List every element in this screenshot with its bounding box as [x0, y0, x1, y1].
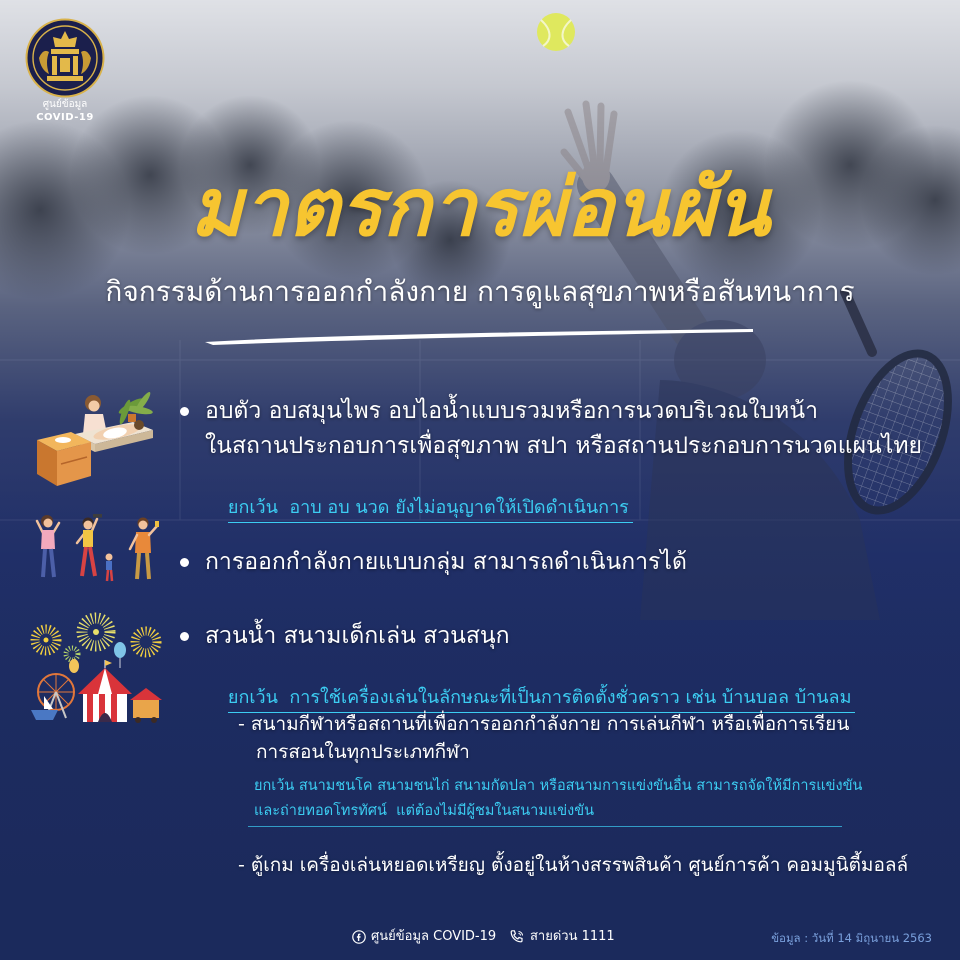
item-line: การออกกำลังกายแบบกลุ่ม สามารถดำเนินการได้ [205, 549, 687, 575]
item-line: ในสถานประกอบการเพื่อสุขภาพ สปา หรือสถานประกอบการนวดแผนไทย [205, 433, 922, 459]
covid-center-logo [22, 18, 108, 130]
amusement-park-illustration [28, 612, 163, 727]
brush-underline [205, 326, 755, 348]
exerciser-man [130, 518, 159, 580]
balloon [114, 642, 126, 658]
item-line: อบตัว อบสมุนไพร อบไอน้ำแบบรวมหรือการนวดบริเวณใบหน้า [205, 398, 818, 424]
item-exercise-text [205, 545, 945, 580]
bullet [180, 632, 189, 641]
sub-item-arcade-line: - ตู้เกม เครื่องเล่นหยอดเหรียญ ตั้งอยู่ในห้างสรรพสินค้า ศูนย์การค้า คอมมูนิตี้มอลล์ [238, 854, 909, 876]
sub-item-sports-exception: ยกเว้น สนามชนโค สนามชนไก่ สนามกัดปลา หรือสนามการแข่งขันอื่น สามารถจัดให้มีการแข่งขัน [254, 778, 863, 794]
government-seal-icon [25, 18, 105, 98]
facebook-icon [352, 930, 366, 944]
hotline-label: สายด่วน 1111 [530, 929, 615, 944]
seal-band [51, 49, 79, 54]
seal-pillar [73, 56, 78, 75]
brush-stroke [205, 329, 753, 345]
wooden-cabinet [37, 432, 91, 486]
sub-item-sports-line: - สนามกีฬาหรือสถานที่เพื่อการออกกำลังกาย การเล่นกีฬา หรือเพื่อการเรียน [238, 713, 850, 735]
cup-icon [155, 521, 159, 527]
logo-org-label: ศูนย์ข้อมูล [42, 99, 88, 110]
exception-divider [248, 826, 842, 827]
circus-tent [78, 660, 132, 722]
seal-pillar [52, 56, 57, 75]
dumbbell-icon [93, 514, 102, 518]
food-cart [130, 688, 162, 723]
facebook-label: ศูนย์ข้อมูล COVID-19 [371, 929, 497, 944]
item-amusement-text [205, 619, 945, 654]
item-line: สวนน้ำ สนามเด็กเล่น สวนสนุก [205, 623, 510, 649]
fireworks [35, 618, 157, 660]
page-subtitle: กิจกรรมด้านการออกกำลังกาย การดูแลสุขภาพหรือสันทนาการ [105, 275, 855, 308]
sub-item-sports-exception: และถ่ายทอดโทรทัศน์ แต่ต้องไม่มีผู้ชมในสนามแข่งขัน [254, 803, 595, 819]
page-title: มาตรการผ่อนผัน [189, 161, 771, 254]
exception-text: ยกเว้น อาบ อบ นวด ยังไม่อนุญาตให้เปิดดำเนินการ [228, 495, 633, 523]
item-spa-exception [205, 469, 945, 549]
exception-text: ยกเว้น การใช้เครื่องเล่นในลักษณะที่เป็นการติดตั้งชั่วคราว เช่น บ้านบอล บ้านลม [228, 685, 856, 713]
sub-item-sports-line: การสอนในทุกประเภทกีฬา [256, 741, 470, 763]
bowl [55, 437, 71, 443]
firework [135, 631, 157, 653]
spa-massage-illustration [35, 388, 155, 488]
seal-center [60, 58, 70, 72]
source-date: ข้อมูล : วันที่ 14 มิถุนายน 2563 [771, 931, 932, 945]
balloon [69, 659, 79, 673]
item-spa-text [205, 394, 945, 464]
face [89, 401, 100, 412]
firework [66, 648, 78, 660]
tennis-ball [537, 13, 575, 51]
phone-icon [509, 929, 525, 945]
exerciser-woman-yellow [77, 514, 102, 576]
exerciser-child [106, 554, 113, 582]
seal-base [47, 76, 83, 81]
group-exercise-illustration [33, 513, 163, 583]
logo-covid-label: COVID-19 [36, 112, 94, 123]
exerciser-woman-pink [37, 515, 59, 577]
bullet [180, 407, 189, 416]
bullet [180, 558, 189, 567]
tent-flag [105, 660, 112, 666]
plant [117, 390, 153, 425]
client-head [134, 420, 144, 430]
